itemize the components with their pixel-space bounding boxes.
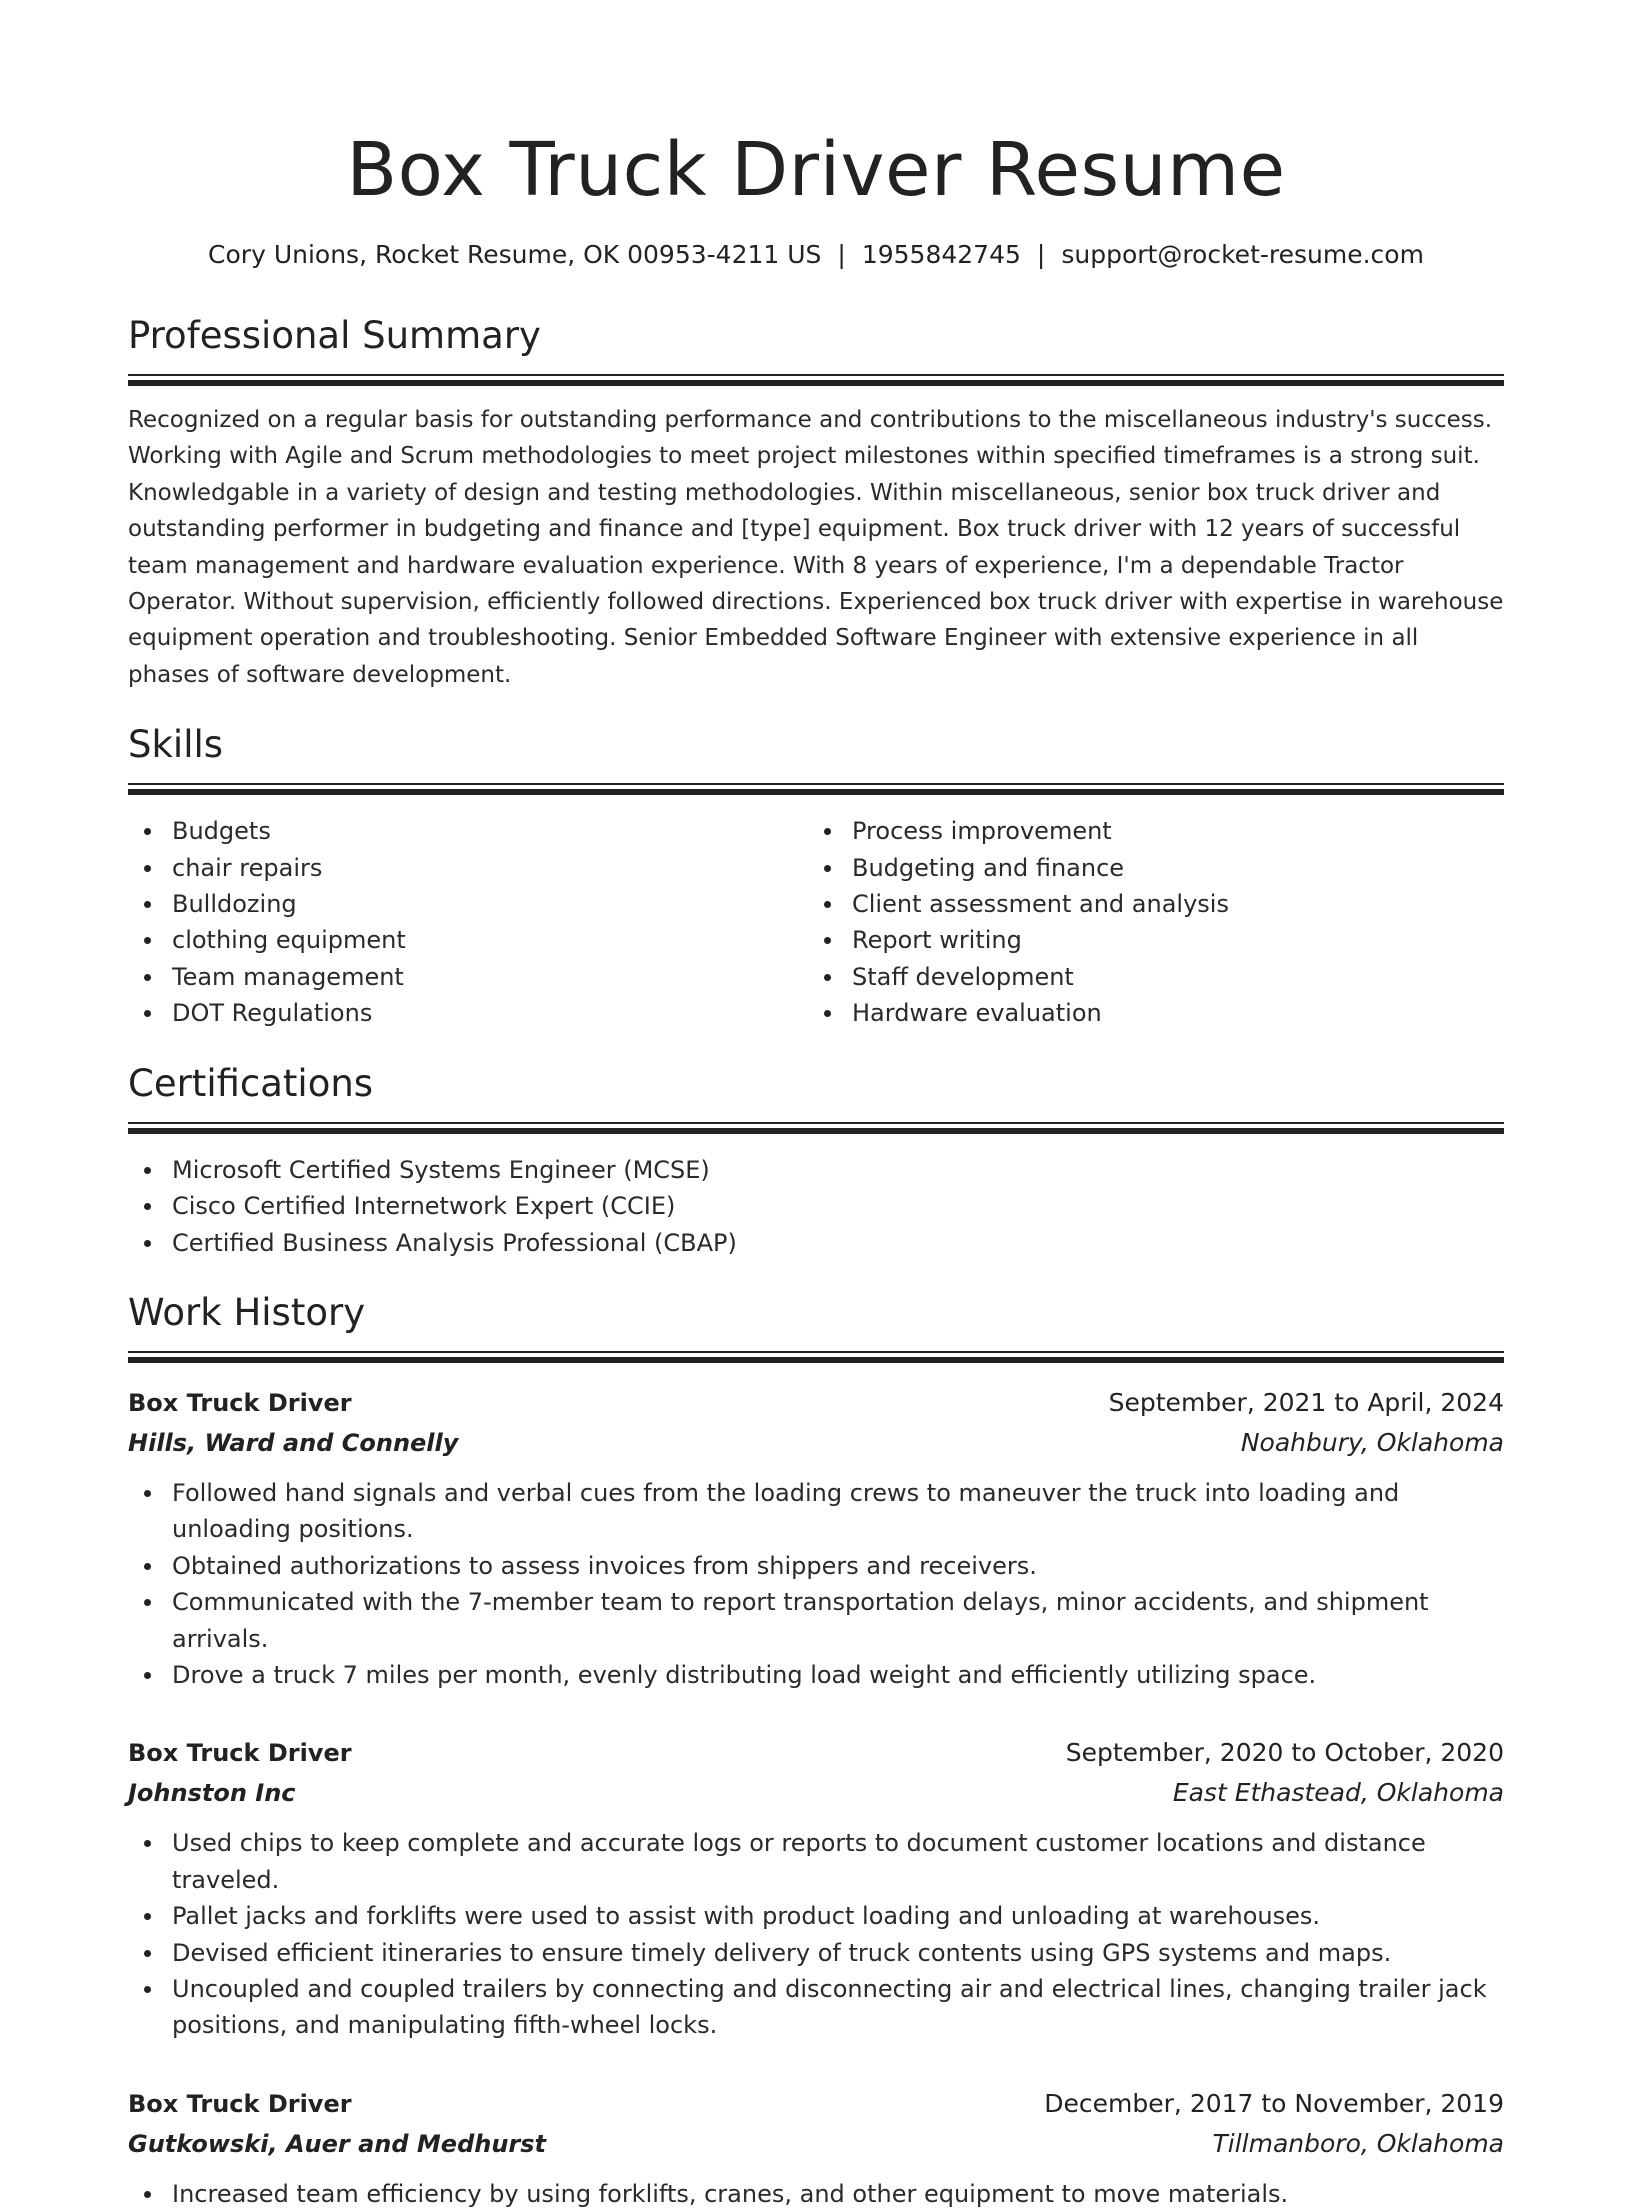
job-duty-item: Uncoupled and coupled trailers by connecting and disconnecting air and electrical lines, changing trailer jack positions, and manipulating fifth-wheel locks.	[172, 1971, 1504, 2044]
section-divider	[128, 783, 1504, 795]
section-heading-skills: Skills	[128, 723, 224, 767]
skill-item: Bulldozing	[172, 886, 808, 922]
job-header-row	[128, 1383, 1504, 1423]
job-header-row	[128, 1733, 1504, 1773]
job-duty-item: Communicated with the 7-member team to report transportation delays, minor accidents, and shipment arrivals.	[172, 1584, 1504, 1657]
job-duties	[128, 1825, 1504, 2043]
skill-item: clothing equipment	[172, 922, 808, 958]
job-location: Tillmanboro, Oklahoma	[1212, 2128, 1504, 2158]
job-entry	[128, 2084, 1504, 2212]
job-location: East Ethastead, Oklahoma	[1172, 1778, 1504, 1808]
job-company: Hills, Ward and Connelly	[128, 1428, 459, 1457]
resume-page	[128, 0, 1504, 2212]
resume-title: Box Truck Driver Resume	[346, 127, 1286, 213]
job-title: Box Truck Driver	[128, 2089, 352, 2118]
certification-item: Microsoft Certified Systems Engineer (MCSE)	[172, 1152, 1504, 1188]
job-subheader-row	[128, 1773, 1504, 1813]
job-subheader-row	[128, 2124, 1504, 2164]
section-heading-work-history: Work History	[128, 1290, 366, 1334]
job-duty-item: Followed hand signals and verbal cues from the loading crews to maneuver the truck into loading and unloading positions.	[172, 1475, 1504, 1548]
contact-separator: |	[837, 240, 846, 269]
job-dates: September, 2020 to October, 2020	[1065, 1738, 1504, 1768]
skill-item: Hardware evaluation	[852, 995, 1488, 1031]
job-duties	[128, 2176, 1504, 2212]
job-duty-item: Increased team efficiency by using forklifts, cranes, and other equipment to move materials.	[172, 2176, 1504, 2212]
section-heading-certifications: Certifications	[128, 1061, 374, 1105]
job-title: Box Truck Driver	[128, 1388, 352, 1417]
skill-item: Process improvement	[852, 813, 1488, 849]
summary-text: Recognized on a regular basis for outstanding performance and contributions to the miscellaneous industry's success. Working with Agile and Scrum methodologies to meet project milestones within specified timeframes is a strong suit. Knowledgable in a variety of design and testing methodologies. Within miscellaneous, senior box truck driver and outstanding performer in budgeting and finance and [type] equipment. Box truck driver with 12 years of successful team management and hardware evaluation experience. With 8 years of experience, I'm a dependable Tractor Operator. Without supervision, efficiently followed directions. Experienced box truck driver with expertise in warehouse equipment operation and troubleshooting. Senior Embedded Software Engineer with extensive experience in all phases of software development.	[128, 407, 1504, 688]
job-entry	[128, 1733, 1504, 2043]
job-duty-item: Drove a truck 7 miles per month, evenly distributing load weight and efficiently utilizing space.	[172, 1657, 1504, 1693]
job-duty-item: Devised efficient itineraries to ensure timely delivery of truck contents using GPS systems and maps.	[172, 1935, 1504, 1971]
job-title: Box Truck Driver	[128, 1739, 352, 1768]
job-duties	[128, 1475, 1504, 1693]
certification-item: Cisco Certified Internetwork Expert (CCIE)	[172, 1188, 1504, 1224]
skill-item: Team management	[172, 959, 808, 995]
job-duty-item: Used chips to keep complete and accurate logs or reports to document customer locations and distance traveled.	[172, 1825, 1504, 1898]
skill-item: Client assessment and analysis	[852, 886, 1488, 922]
contact-address: Cory Unions, Rocket Resume, OK 00953-4211 US	[208, 240, 822, 269]
section-divider	[128, 1351, 1504, 1363]
certification-item: Certified Business Analysis Professional (CBAP)	[172, 1225, 1504, 1261]
skills-column-right	[808, 813, 1488, 1031]
skill-item: Budgeting and finance	[852, 850, 1488, 886]
job-subheader-row	[128, 1423, 1504, 1463]
section-divider	[128, 374, 1504, 386]
job-location: Noahbury, Oklahoma	[1240, 1427, 1504, 1457]
skill-item: chair repairs	[172, 850, 808, 886]
job-dates: September, 2021 to April, 2024	[1108, 1387, 1504, 1417]
section-divider	[128, 1122, 1504, 1134]
skill-item: Budgets	[172, 813, 808, 849]
contact-line	[128, 238, 1504, 272]
job-company: Johnston Inc	[128, 1779, 296, 1808]
skill-item: Report writing	[852, 922, 1488, 958]
skill-item: DOT Regulations	[172, 995, 808, 1031]
contact-phone: 1955842745	[861, 240, 1021, 269]
contact-email[interactable]: support@rocket-resume.com	[1061, 240, 1424, 269]
job-dates: December, 2017 to November, 2019	[1044, 2088, 1504, 2118]
certifications-list	[128, 1152, 1504, 1261]
contact-separator: |	[1036, 240, 1046, 269]
skill-item: Staff development	[852, 959, 1488, 995]
job-company: Gutkowski, Auer and Medhurst	[128, 2129, 547, 2158]
job-entry	[128, 1383, 1504, 1693]
job-header-row	[128, 2084, 1504, 2124]
skills-grid	[128, 813, 1504, 1031]
skills-column-left	[128, 813, 808, 1031]
job-duty-item: Obtained authorizations to assess invoices from shippers and receivers.	[172, 1548, 1504, 1584]
job-duty-item: Pallet jacks and forklifts were used to assist with product loading and unloading at warehouses.	[172, 1898, 1504, 1934]
section-heading-summary: Professional Summary	[128, 314, 541, 357]
